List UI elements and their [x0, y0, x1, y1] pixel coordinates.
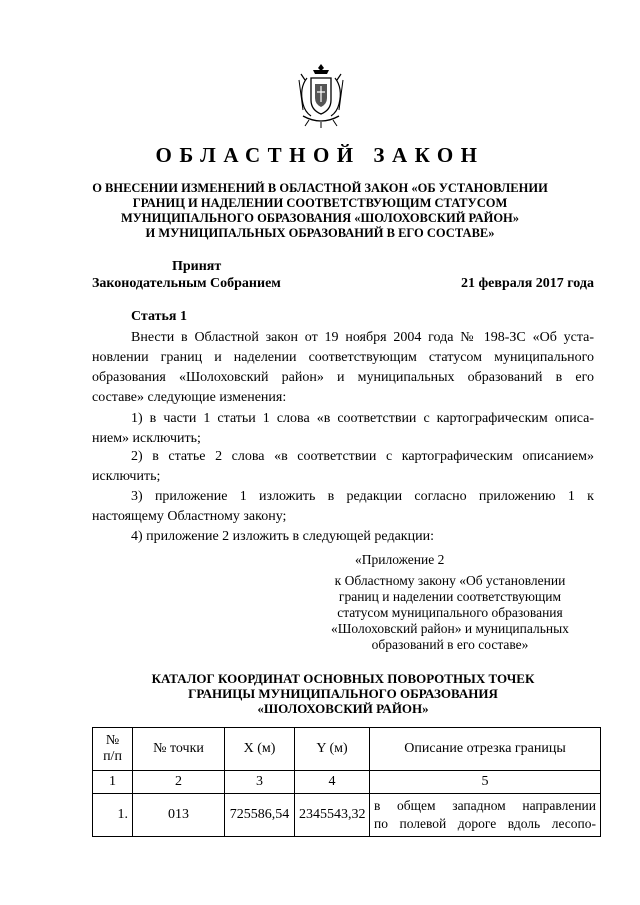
annex-line: к Областному закону «Об установлении — [334, 573, 566, 588]
paragraph-line: 3) приложение 1 изложить в редакции согласно приложению 1 к — [131, 489, 594, 504]
subtitle-line: ГРАНИЦ И НАДЕЛЕНИИ СООТВЕТСТВУЮЩИМ СТАТУСОМ — [132, 196, 508, 210]
row-y: 2345543,32 — [295, 794, 370, 837]
catalog-line: ГРАНИЦЫ МУНИЦИПАЛЬНОГО ОБРАЗОВАНИЯ — [188, 686, 498, 701]
catalog-heading — [92, 671, 594, 716]
paragraph-line: 4) приложение 2 изложить в следующей редакции: — [131, 529, 434, 544]
table-header-row — [93, 728, 601, 771]
annex-line: границ и наделении соответствующим — [338, 589, 562, 604]
paragraph-line: образования «Шолоховский район» и муниципальных образований в его — [92, 370, 594, 385]
column-number: 5 — [370, 771, 601, 794]
header-x: X (м) — [225, 728, 295, 771]
subtitle-line: О ВНЕСЕНИИ ИЗМЕНЕНИЙ В ОБЛАСТНОЙ ЗАКОН «ОБ УСТАНОВЛЕНИИ — [92, 181, 548, 195]
description-line: по полевой дороге вдоль лесопо- — [374, 816, 596, 831]
amendment-item-2 — [92, 447, 594, 487]
catalog-line: КАТАЛОГ КООРДИНАТ ОСНОВНЫХ ПОВОРОТНЫХ ТОЧЕК — [151, 671, 535, 686]
paragraph-line: Внести в Областной закон от 19 ноября 2004 года № 198-ЗС «Об уста- — [131, 330, 594, 345]
annex-line: статусом муниципального образования — [337, 605, 563, 620]
column-number: 3 — [225, 771, 295, 794]
description-line: в общем западном направлении — [374, 798, 596, 813]
paragraph-line: новлении границ и наделении соответствующим статусом муниципального — [92, 350, 594, 365]
row-x: 725586,54 — [225, 794, 295, 837]
document-title: ОБЛАСТНОЙ ЗАКОН — [155, 143, 485, 167]
paragraph-line: 2) в статье 2 слова «в соответствии с картографическим описанием» — [131, 449, 594, 464]
adoption-date: 21 февраля 2017 года — [461, 276, 594, 291]
adopted-by: Законодательным Собранием — [92, 276, 281, 291]
header-num — [93, 728, 133, 771]
subtitle-line: МУНИЦИПАЛЬНОГО ОБРАЗОВАНИЯ «ШОЛОХОВСКИЙ РАЙОН» — [120, 211, 520, 225]
header-num-line: № — [105, 733, 120, 748]
coordinates-table — [92, 727, 601, 837]
paragraph-line: составе» следующие изменения: — [92, 390, 287, 405]
paragraph-line: исключить; — [92, 469, 161, 484]
column-number: 1 — [93, 771, 133, 794]
column-number-row — [93, 771, 601, 794]
table-row — [93, 794, 601, 837]
column-number: 2 — [133, 771, 225, 794]
adoption-block — [92, 258, 281, 292]
paragraph-line: 1) в части 1 статьи 1 слова «в соответствии с картографическим описа- — [131, 411, 594, 426]
amendment-item-4 — [92, 527, 594, 547]
paragraph-line: нием» исключить; — [92, 431, 201, 446]
document-subtitle — [60, 181, 580, 241]
subtitle-line: И МУНИЦИПАЛЬНЫХ ОБРАЗОВАНИЙ В ЕГО СОСТАВЕ» — [145, 226, 495, 240]
annex-reference — [300, 573, 600, 653]
header-y: Y (м) — [295, 728, 370, 771]
row-num: 1. — [93, 794, 133, 837]
amendment-item-1 — [92, 409, 594, 449]
annex-heading: «Приложение 2 — [355, 552, 445, 567]
paragraph-line: настоящему Областному закону; — [92, 509, 287, 524]
row-point: 013 — [133, 794, 225, 837]
header-num-line: п/п — [103, 749, 122, 764]
coat-of-arms-emblem — [293, 60, 349, 130]
catalog-line: «ШОЛОХОВСКИЙ РАЙОН» — [257, 701, 429, 716]
article-intro — [92, 328, 594, 408]
annex-line: «Шолоховский район» и муниципальных — [331, 621, 569, 636]
adopted-label: Принят — [172, 259, 222, 274]
annex-line: образований в его составе» — [371, 637, 529, 652]
article-heading: Статья 1 — [131, 309, 187, 324]
header-description: Описание отрезка границы — [370, 728, 601, 771]
amendment-item-3 — [92, 487, 594, 527]
header-point: № точки — [133, 728, 225, 771]
row-description — [370, 794, 601, 837]
column-number: 4 — [295, 771, 370, 794]
